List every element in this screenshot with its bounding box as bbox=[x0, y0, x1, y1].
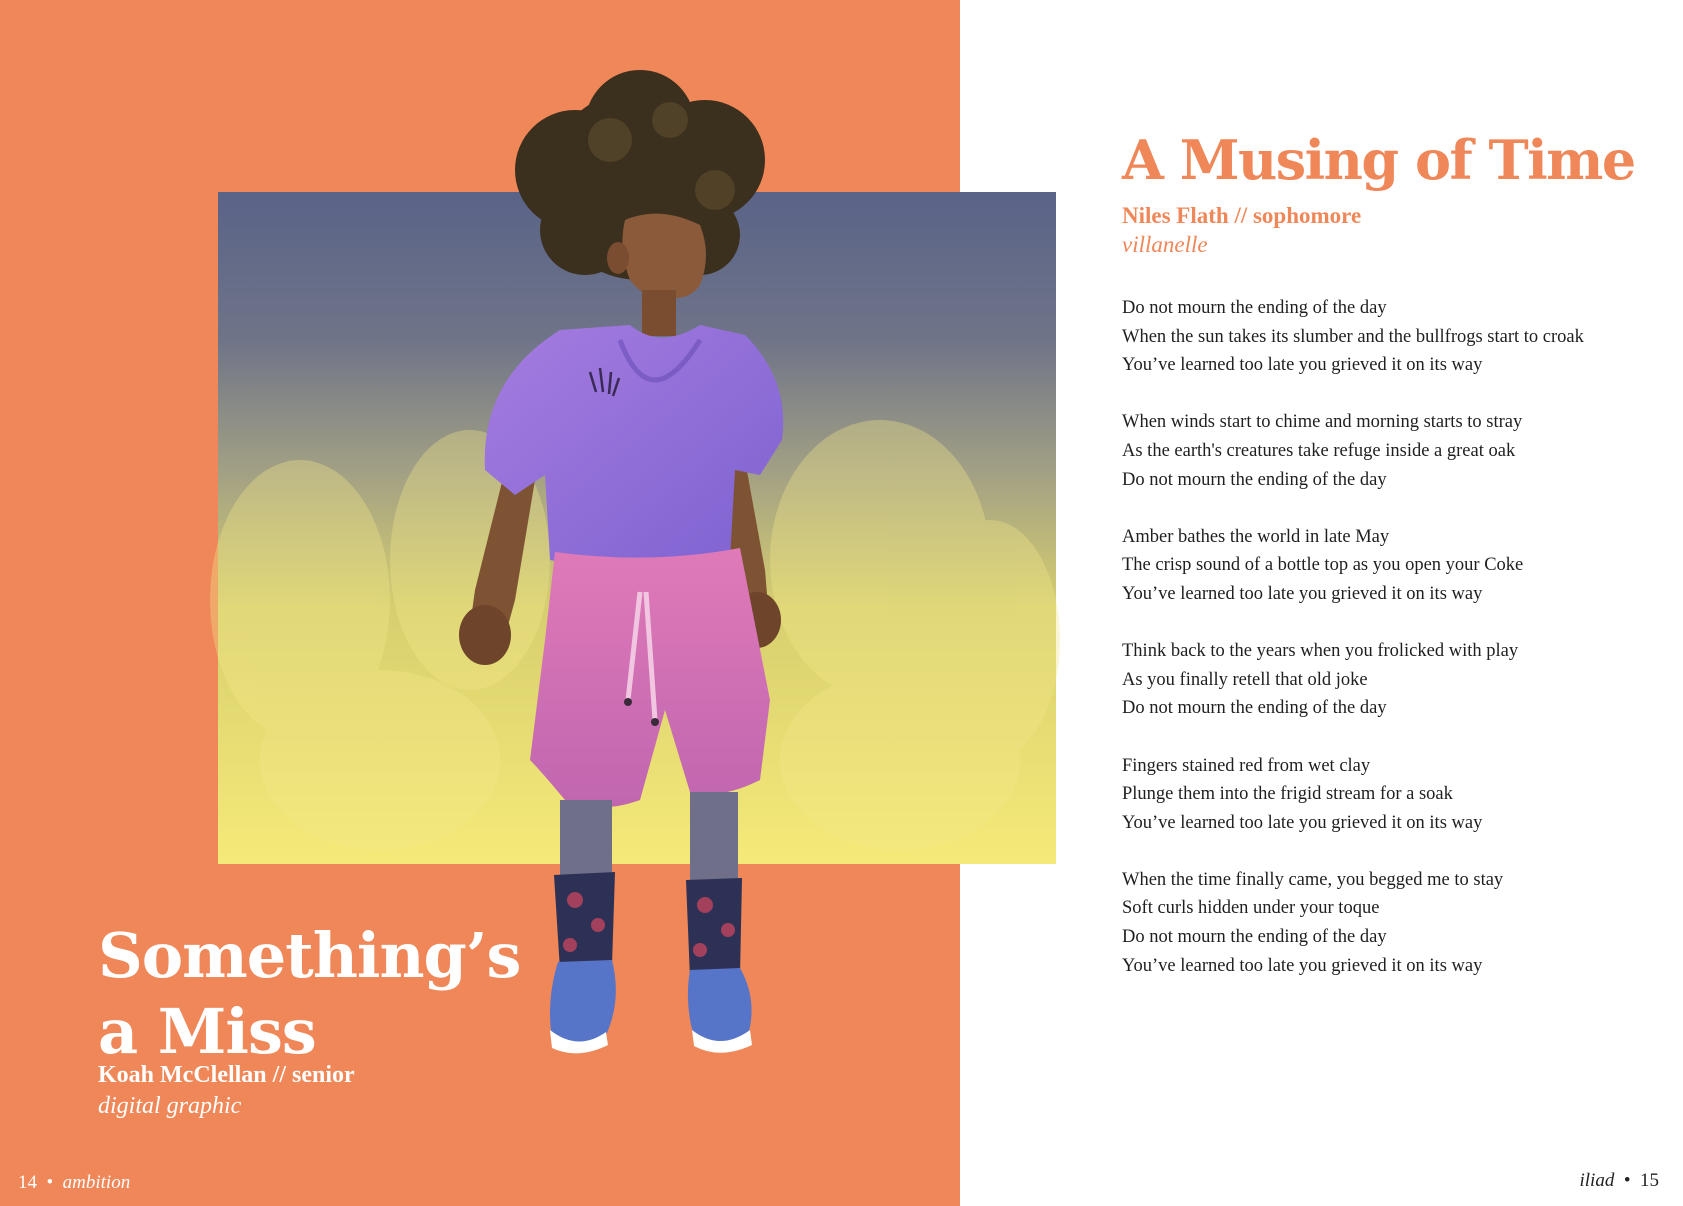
right-shoe bbox=[688, 968, 752, 1044]
poem-line: You’ve learned too late you grieved it on its way bbox=[1122, 583, 1483, 604]
left-shoe bbox=[550, 960, 616, 1044]
publication-name: iliad bbox=[1579, 1170, 1615, 1191]
left-sock bbox=[554, 872, 615, 970]
poem-line: Amber bathes the world in late May bbox=[1122, 526, 1390, 547]
poem-line: Soft curls hidden under your toque bbox=[1122, 898, 1380, 919]
left-page-number: 14 bbox=[18, 1172, 37, 1193]
artwork-title bbox=[98, 918, 520, 1070]
artwork-medium: digital graphic bbox=[98, 1093, 242, 1119]
poem-body bbox=[1122, 294, 1662, 1009]
stanza bbox=[1122, 523, 1662, 609]
poem-line: You’ve learned too late you grieved it on its way bbox=[1122, 812, 1483, 833]
poem-line: The crisp sound of a bottle top as you open your Coke bbox=[1122, 555, 1524, 576]
stanza bbox=[1122, 752, 1662, 838]
poem-line: When winds start to chime and morning starts to stray bbox=[1122, 412, 1523, 433]
poem-line: You’ve learned too late you grieved it on its way bbox=[1122, 955, 1483, 976]
artist-byline: Koah McClellan // senior bbox=[98, 1062, 355, 1088]
poem-line: Do not mourn the ending of the day bbox=[1122, 298, 1387, 318]
artwork-title-line-1: Something’s bbox=[98, 919, 521, 992]
poem-line: Do not mourn the ending of the day bbox=[1122, 927, 1387, 948]
poem-line: When the time finally came, you begged me to stay bbox=[1122, 869, 1504, 890]
right-folio-separator: • bbox=[1623, 1170, 1631, 1191]
poem-form: villanelle bbox=[1122, 232, 1208, 257]
left-folio bbox=[18, 1172, 130, 1194]
poem-line: You’ve learned too late you grieved it on its way bbox=[1122, 355, 1483, 376]
artwork-title-line-2: a Miss bbox=[98, 995, 316, 1068]
poem-line: Do not mourn the ending of the day bbox=[1122, 469, 1387, 490]
poet-byline: Niles Flath // sophomore bbox=[1122, 203, 1362, 228]
right-page-number: 15 bbox=[1640, 1170, 1659, 1191]
face bbox=[622, 214, 706, 299]
poem-line: Think back to the years when you frolicked with play bbox=[1122, 641, 1519, 662]
stanza bbox=[1122, 408, 1662, 494]
left-leg bbox=[560, 800, 612, 880]
stanza bbox=[1122, 866, 1662, 980]
stanza bbox=[1122, 637, 1662, 723]
poem-line: When the sun takes its slumber and the bullfrogs start to croak bbox=[1122, 326, 1584, 347]
poem-line: As you finally retell that old joke bbox=[1122, 669, 1368, 690]
right-leg bbox=[690, 792, 738, 882]
poem-line: Do not mourn the ending of the day bbox=[1122, 698, 1387, 719]
left-folio-separator: • bbox=[46, 1172, 54, 1193]
poem-title: A Musing of Time bbox=[1122, 128, 1635, 192]
poem-line: Fingers stained red from wet clay bbox=[1122, 755, 1371, 776]
poem-line: Plunge them into the frigid stream for a soak bbox=[1122, 784, 1453, 805]
stanza bbox=[1122, 294, 1662, 380]
right-folio bbox=[1580, 1170, 1660, 1192]
poem-line: As the earth's creatures take refuge inside a great oak bbox=[1122, 440, 1516, 461]
left-section-name: ambition bbox=[62, 1172, 131, 1193]
